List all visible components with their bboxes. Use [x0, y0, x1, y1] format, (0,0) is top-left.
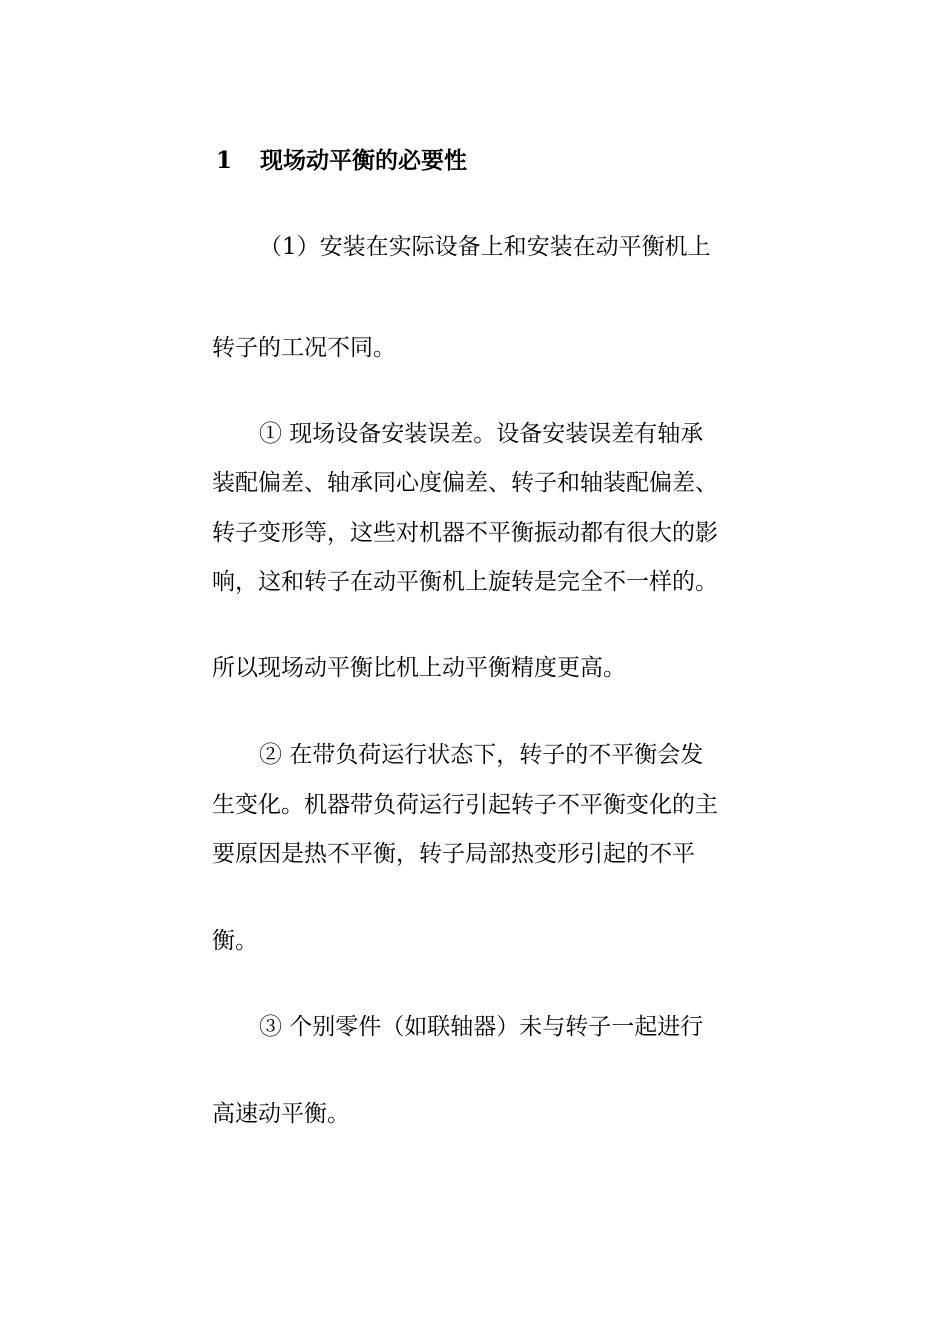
paragraph-line: 要原因是热不平衡，转子局部热变形引起的不平: [212, 841, 695, 867]
paragraph-line: 响，这和转子在动平衡机上旋转是完全不一样的。: [212, 569, 718, 595]
paragraph-line: 转子的工况不同。: [212, 335, 396, 361]
paragraph-line: （1）安装在实际设备上和安装在动平衡机上: [259, 234, 711, 260]
paragraph-line: 转子变形等，这些对机器不平衡振动都有很大的影: [212, 520, 718, 546]
paragraph-line: 所以现场动平衡比机上动平衡精度更高。: [212, 655, 626, 681]
paragraph-line: 装配偏差、轴承同心度偏差、转子和轴装配偏差、: [212, 470, 718, 496]
paragraph-line: ① 现场设备安装误差。设备安装误差有轴承: [259, 421, 704, 447]
section-title: 现场动平衡的必要性: [260, 147, 467, 174]
paragraph-line: ② 在带负荷运行状态下，转子的不平衡会发: [259, 742, 704, 768]
section-number: 1: [216, 147, 233, 174]
paragraph-line: 生变化。机器带负荷运行引起转子不平衡变化的主: [212, 792, 718, 818]
section-heading: [216, 145, 467, 177]
paragraph-line: 高速动平衡。: [212, 1101, 350, 1127]
paragraph-line: ③ 个别零件（如联轴器）未与转子一起进行: [259, 1014, 704, 1040]
paragraph-line: 衡。: [212, 928, 258, 954]
